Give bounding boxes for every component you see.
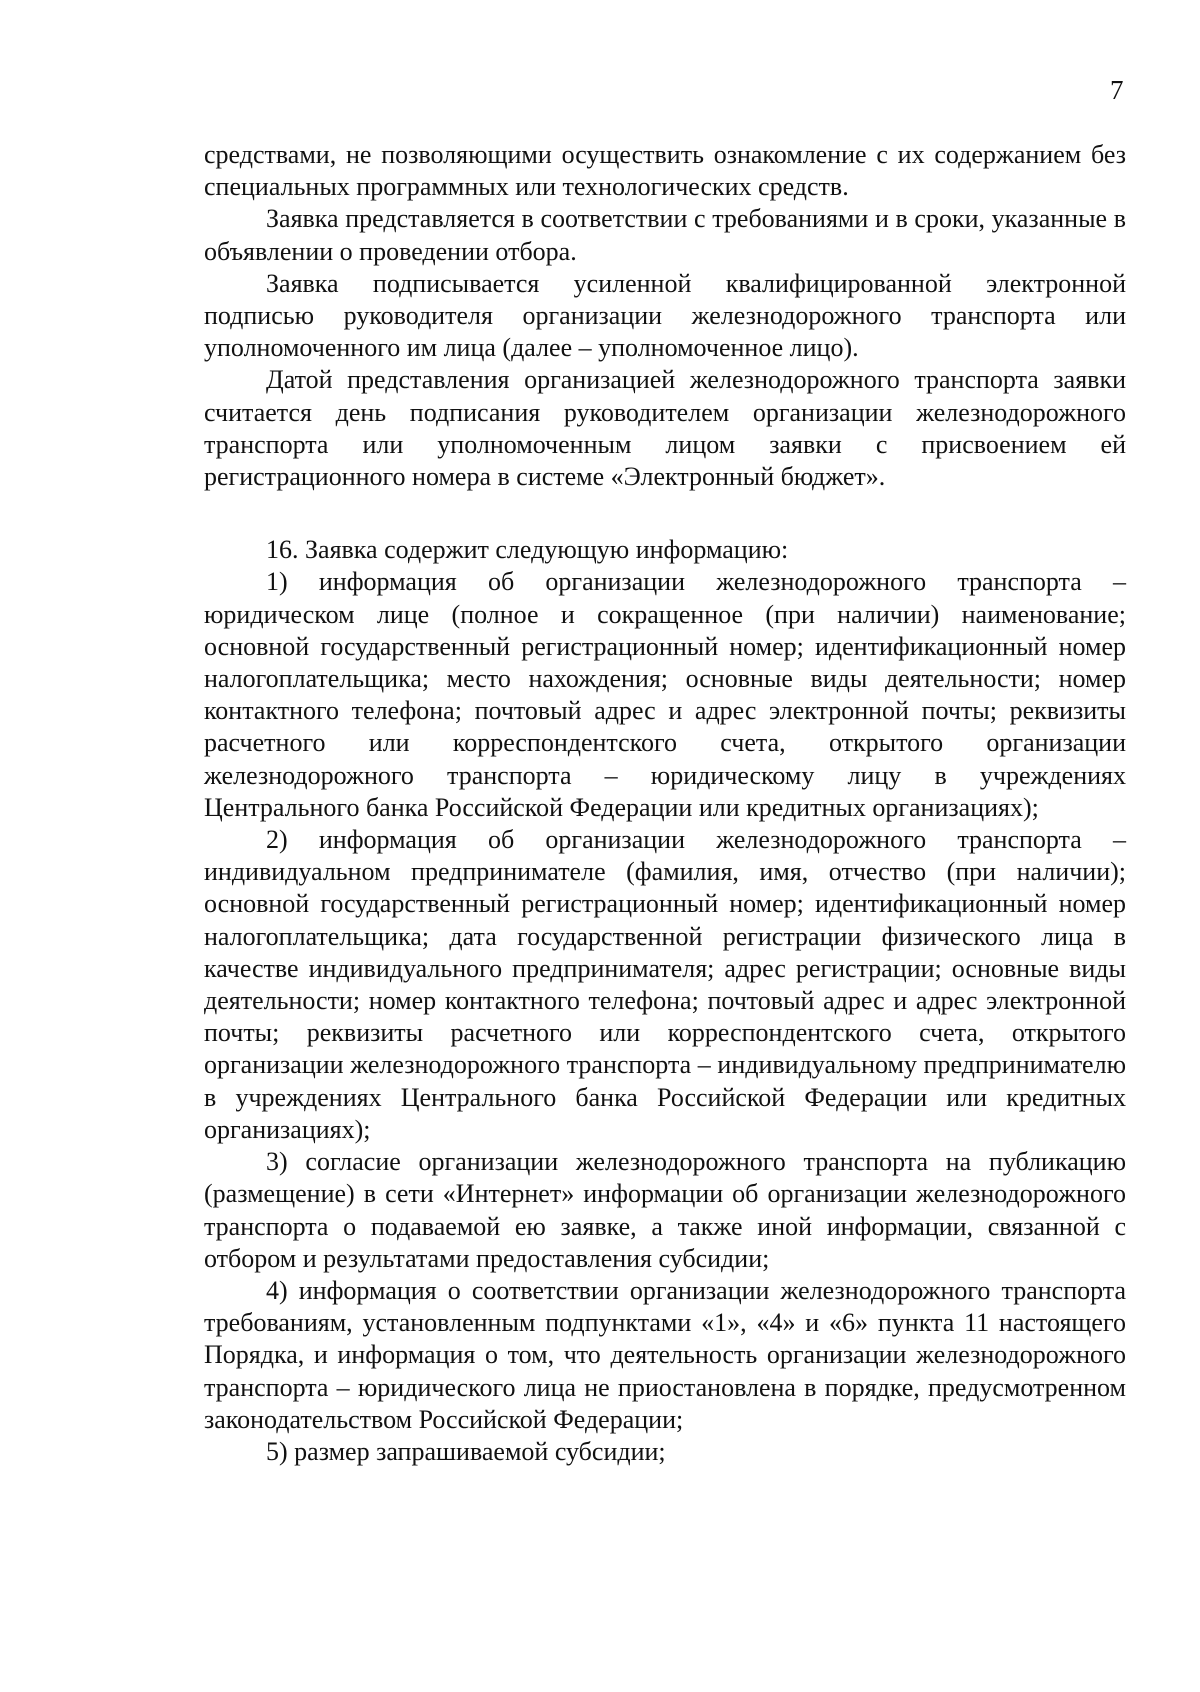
paragraph-application-signature: Заявка подписывается усиленной квалифицированной электронной подписью руководителя организации железнодорожного транспорта или уполномоченного им лица (далее – уполномоченное лицо). <box>204 268 1126 363</box>
paragraph-submission-date: Датой представления организацией железнодорожного транспорта заявки считается день подписания руководителем организации железнодорожного транспорта или уполномоченным лицом заявки с присвоением ей регистрационного номера в системе «Электронный бюджет». <box>204 365 1126 492</box>
list-item-4: 4) информация о соответствии организации железнодорожного транспорта требованиям, установленным подпунктами «1», «4» и «6» пункта 11 настоящего Порядка, и информация о том, что деятельность организации железнодорожного транспорта – юридического лица не приостановлена в порядке, предусмотренном законодательством Российской Федерации; <box>204 1275 1126 1434</box>
list-item-2: 2) информация об организации железнодорожного транспорта – индивидуальном предпринимателе (фамилия, имя, отчество (при наличии); основной государственный регистрационный номер; идентификационный номер налогоплательщика; дата государственной регистрации физического лица в качестве индивидуального предпринимателя; адрес регистрации; основные виды деятельности; номер контактного телефона; почтовый адрес и адрес электронной почты; реквизиты расчетного или корреспондентского счета, открытого организации железнодорожного транспорта – индивидуальному предпринимателю в учреждениях Центрального банка Российской Федерации или кредитных организациях); <box>204 825 1126 1144</box>
paragraph-application-submission: Заявка представляется в соответствии с требованиями и в сроки, указанные в объявлении о проведении отбора. <box>204 204 1126 266</box>
paragraph-continuation: средствами, не позволяющими осуществить ознакомление с их содержанием без специальных программных или технологических средств. <box>204 140 1126 202</box>
paragraph-item-16: 16. Заявка содержит следующую информацию: <box>266 535 789 565</box>
document-body <box>204 139 1126 1468</box>
list-item-3: 3) согласие организации железнодорожного транспорта на публикацию (размещение) в сети «Интернет» информации об организации железнодорожного транспорта о подаваемой ею заявке, а также иной информации, связанной с отбором и результатами предоставления субсидии; <box>204 1147 1126 1273</box>
list-item-1: 1) информация об организации железнодорожного транспорта – юридическом лице (полное и сокращенное (при наличии) наименование; основной государственный регистрационный номер; идентификационный номер налогоплательщика; место нахождения; основные виды деятельности; номер контактного телефона; почтовый адрес и адрес электронной почты; реквизиты расчетного или корреспондентского счета, открытого организации железнодорожного транспорта – юридическому лицу в учреждениях Центрального банка Российской Федерации или кредитных организациях); <box>204 567 1126 822</box>
page-number: 7 <box>1110 75 1124 105</box>
list-item-5: 5) размер запрашиваемой субсидии; <box>266 1436 666 1466</box>
